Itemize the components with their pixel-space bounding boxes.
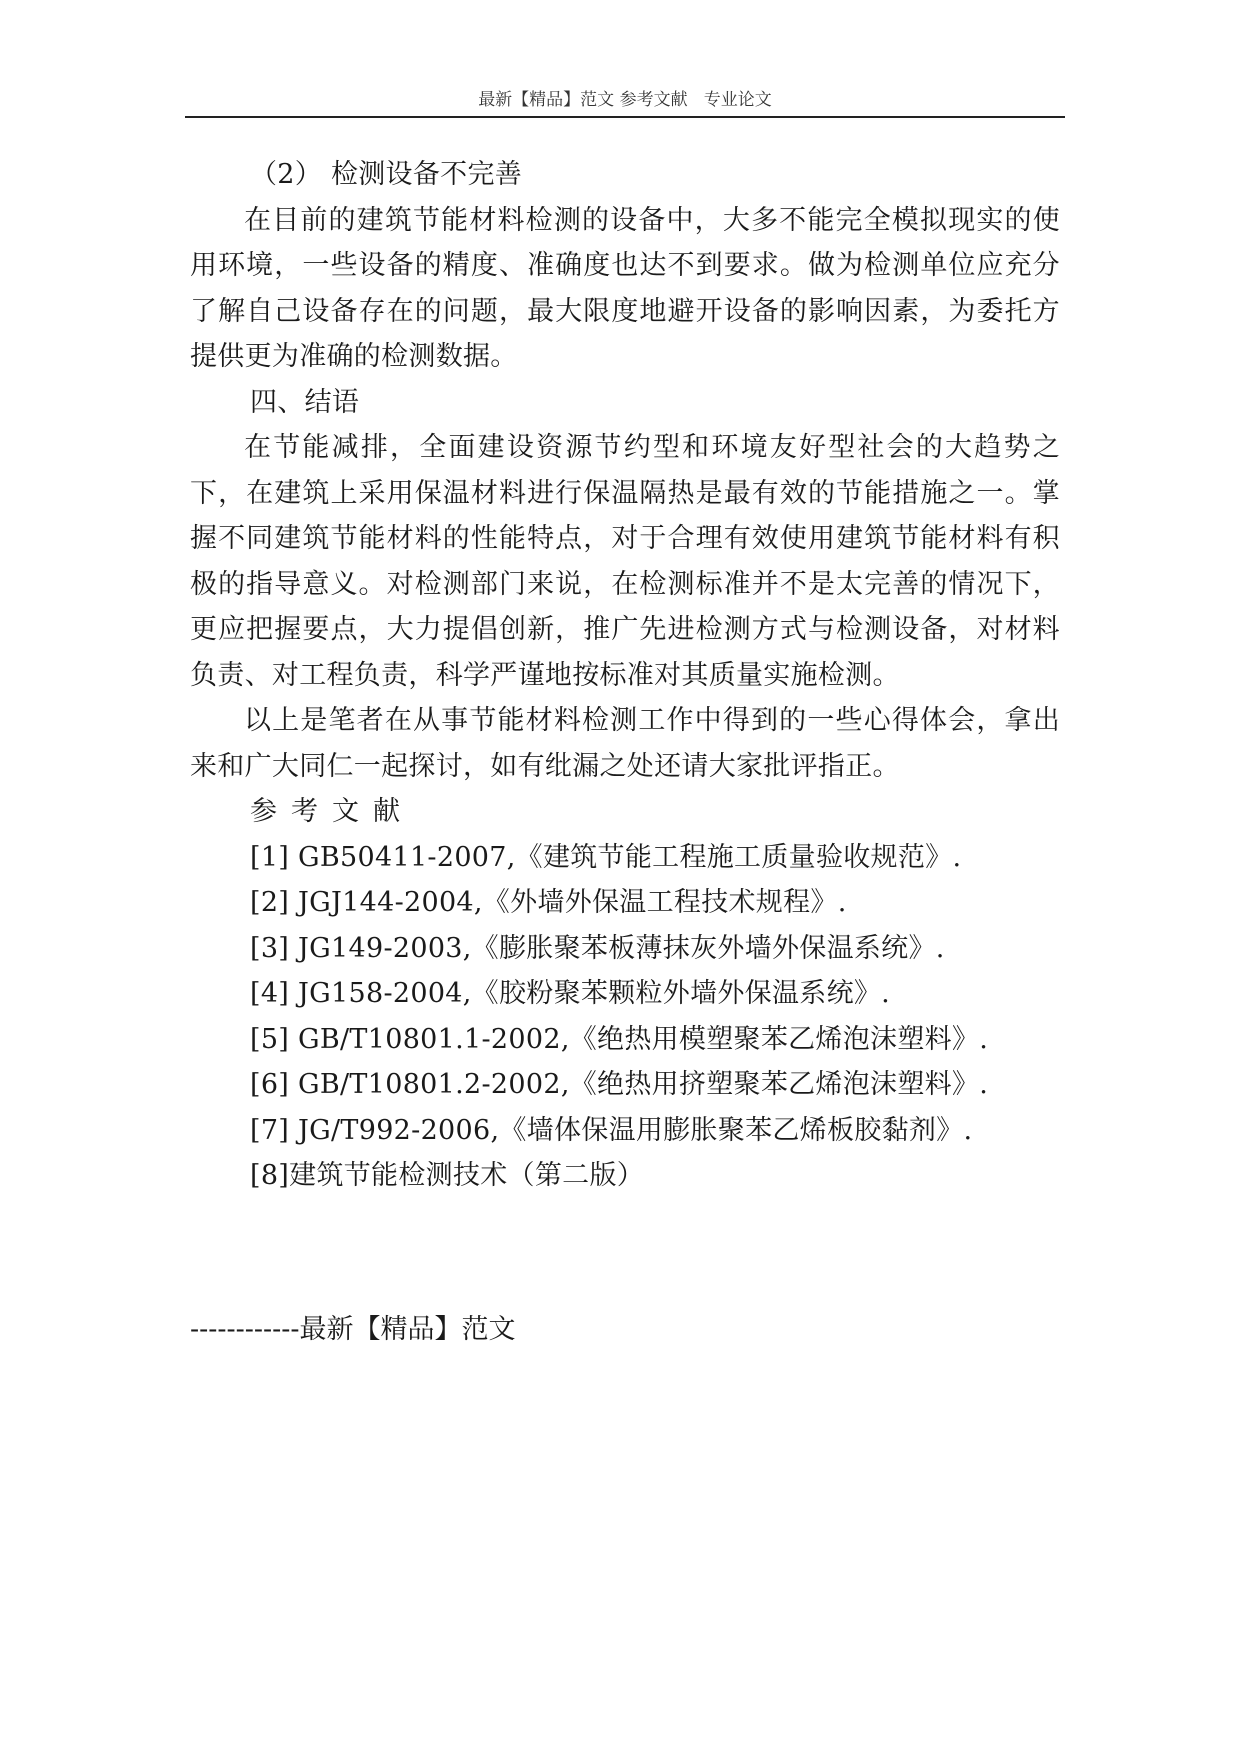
reference-list <box>190 835 1060 1199</box>
reference-item-5: [5] GB/T10801.1-2002,《绝热用模塑聚苯乙烯泡沫塑料》. <box>250 1023 989 1055</box>
reference-item-6: [6] GB/T10801.2-2002,《绝热用挤塑聚苯乙烯泡沫塑料》. <box>250 1069 989 1100</box>
section-2-heading: （2） 检测设备不完善 <box>250 159 523 190</box>
references-title: 参考文献 <box>250 796 414 827</box>
conclusion-paragraph-1: 在节能减排，全面建设资源节约型和环境友好型社会的大趋势之下，在建筑上采用保温材料进行保温隔热是最有效的节能措施之一。掌握不同建筑节能材料的性能特点，对于合理有效使用建筑节能材料有积极的指导意义。对检测部门来说，在检测标准并不是太完善的情况下，更应把握要点，大力提倡创新，推广先进检测方式与检测设备，对材料负责、对工程负责，科学严谨地按标准对其质量实施检测。 <box>190 432 1060 691</box>
section-2-paragraph: 在目前的建筑节能材料检测的设备中，大多不能完全模拟现实的使用环境，一些设备的精度、准确度也达不到要求。做为检测单位应充分了解自己设备存在的问题，最大限度地避开设备的影响因素，为委托方提供更为准确的检测数据。 <box>190 204 1060 372</box>
footer-watermark-text: ------------最新【精品】范文 <box>190 1314 516 1345</box>
reference-item-3: [3] JG149-2003,《膨胀聚苯板薄抹灰外墙外保温系统》. <box>250 932 945 964</box>
reference-item-8: [8]建筑节能检测技术（第二版） <box>250 1160 645 1191</box>
conclusion-paragraph-2: 以上是笔者在从事节能材料检测工作中得到的一些心得体会，拿出来和广大同仁一起探讨，如有纰漏之处还请大家批评指正。 <box>190 705 1060 782</box>
reference-item-2: [2] JGJ144-2004,《外墙外保温工程技术规程》. <box>250 887 847 918</box>
reference-item-1: [1] GB50411-2007,《建筑节能工程施工质量验收规范》. <box>250 841 962 873</box>
reference-item-7: [7] JG/T992-2006,《墙体保温用膨胀聚苯乙烯板胶黏剂》. <box>250 1114 973 1146</box>
document-body <box>190 152 1060 1199</box>
reference-item-4: [4] JG158-2004,《胶粉聚苯颗粒外墙外保温系统》. <box>250 978 891 1009</box>
page-header: 最新【精品】范文 参考文献 专业论文 <box>185 84 1065 118</box>
conclusion-heading: 四、结语 <box>250 386 360 418</box>
